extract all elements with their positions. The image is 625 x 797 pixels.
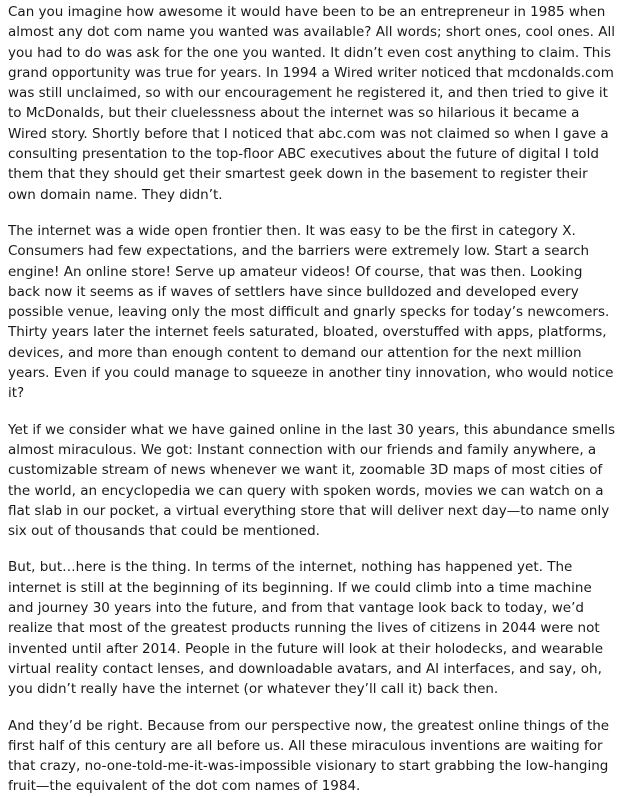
paragraph-5: And they’d be right. Because from our perspective now, the greatest online things of the first half of this century are all before us. All these miraculous inventions are waiting for that crazy, no-one-told-me-it-was-impossible visionary to start grabbing the low-hanging fruit—the equivalent of the dot com names of 1984. [8,717,610,795]
paragraph-3: Yet if we consider what we have gained online in the last 30 years, this abundance smells almost miraculous. We got: Instant connection with our friends and family anywhere, a customizable stream of news whenever we want it, zoomable 3D maps of most cities of the world, an encyclopedia we can query with spoken words, movies we can watch on a flat slab in our pocket, a virtual everything store that will deliver next day—to name only six out of thousands that could be mentioned. [8,421,616,540]
paragraph-4: But, but…here is the thing. In terms of the internet, nothing has happened yet. The internet is still at the beginning of its beginning. If we could climb into a time machine and journey 30 years into the future, and from that vantage look back to today, we’d realize that most of the greatest products running the lives of citizens in 2044 were not invented until after 2014. People in the future will look at their holodecks, and wearable virtual reality contact lenses, and downloadable avatars, and AI interfaces, and say, oh, you didn’t really have the internet (or whatever they’ll call it) back then. [8,559,604,698]
paragraph-2: The internet was a wide open frontier then. It was easy to be the first in category X. Consumers had few expectations, and the barriers were extremely low. Start a search engine! An online store! Serve up amateur videos! Of course, that was then. Looking back now it seems as if waves of settlers have since bulldozed and developed every possible venue, leaving only the most difficult and gnarly specks for today’s newcomers. Thirty years later the internet feels saturated, bloated, overstuffed with apps, platforms, devices, and more than enough content to demand our attention for the next million years. Even if you could manage to squeeze in another tiny innovation, who would notice it? [8,222,614,402]
paragraph-1: Can you imagine how awesome it would have been to be an entrepreneur in 1985 when almost any dot com name you wanted was available? All words; short ones, cool ones. All you had to do was ask for the one you wanted. It didn’t even cost anything to claim. This grand opportunity was true for years. In 1994 a Wired writer noticed that mcdonalds.com was still unclaimed, so with our encouragement he registered it, and then tried to give it to McDonalds, but their cluelessness about the internet was so hilarious it became a Wired story. Shortly before that I noticed that abc.com was not claimed so when I gave a consulting presentation to the top-floor ABC executives about the future of digital I told them that they should get their smartest geek down in the basement to register their own domain name. They didn’t. [8,4,615,203]
